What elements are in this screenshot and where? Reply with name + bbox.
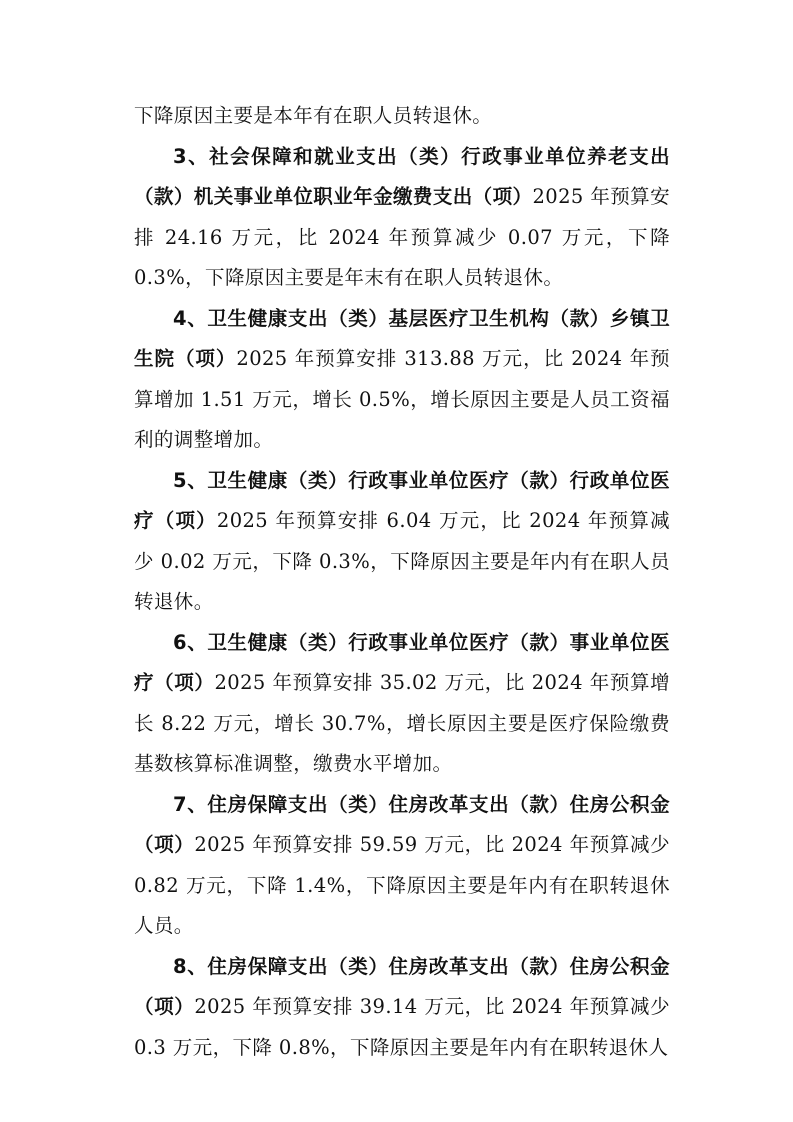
paragraph-heading: 6、卫生健康（类）行政事业单位医疗（款）事业单位医疗（项）: [134, 630, 670, 694]
paragraph-body: 2025 年预算安排 24.16 万元，比 2024 年预算减少 0.07 万元，下降 0.3%，下降原因主要是年末有在职人员转退休。: [134, 185, 670, 289]
paragraph-item-6: [134, 623, 670, 785]
paragraph-heading: 4、卫生健康支出（类）基层医疗卫生机构（款）乡镇卫生院（项）: [134, 306, 670, 370]
paragraph-heading: 3、社会保障和就业支出（类）行政事业单位养老支出（款）机关事业单位职业年金缴费支出（项）: [134, 144, 670, 208]
paragraph-item-3: [134, 137, 670, 299]
paragraph-item-5: [134, 461, 670, 623]
paragraph-heading: 8、住房保障支出（类）住房改革支出（款）住房公积金（项）: [134, 954, 670, 1018]
paragraph-body: 2025 年预算安排 35.02 万元，比 2024 年预算增长 8.22 万元，增长 30.7%，增长原因主要是医疗保险缴费基数核算标准调整，缴费水平增加。: [134, 671, 670, 775]
paragraph-body: 2025 年预算安排 6.04 万元，比 2024 年预算减少 0.02 万元，下降 0.3%，下降原因主要是年内有在职人员转退休。: [134, 509, 670, 613]
paragraph-heading: 5、卫生健康（类）行政事业单位医疗（款）行政单位医疗（项）: [134, 468, 670, 532]
paragraph-body: 2025 年预算安排 313.88 万元，比 2024 年预算增加 1.51 万元，增长 0.5%，增长原因主要是人员工资福利的调整增加。: [134, 347, 670, 451]
paragraph-body: 2025 年预算安排 39.14 万元，比 2024 年预算减少 0.3 万元，下降 0.8%，下降原因主要是年内有在职转退休人: [134, 995, 671, 1059]
document-body: [134, 96, 670, 1068]
paragraph-item-8: [134, 947, 670, 1069]
paragraph-continuation: [134, 96, 670, 137]
paragraph-heading: 7、住房保障支出（类）住房改革支出（款）住房公积金（项）: [134, 792, 670, 856]
paragraph-body: 2025 年预算安排 59.59 万元，比 2024 年预算减少 0.82 万元，下降 1.4%，下降原因主要是年内有在职转退休人员。: [134, 833, 671, 937]
paragraph-body: 下降原因主要是本年有在职人员转退休。: [134, 104, 493, 127]
paragraph-item-7: [134, 785, 670, 947]
paragraph-item-4: [134, 299, 670, 461]
